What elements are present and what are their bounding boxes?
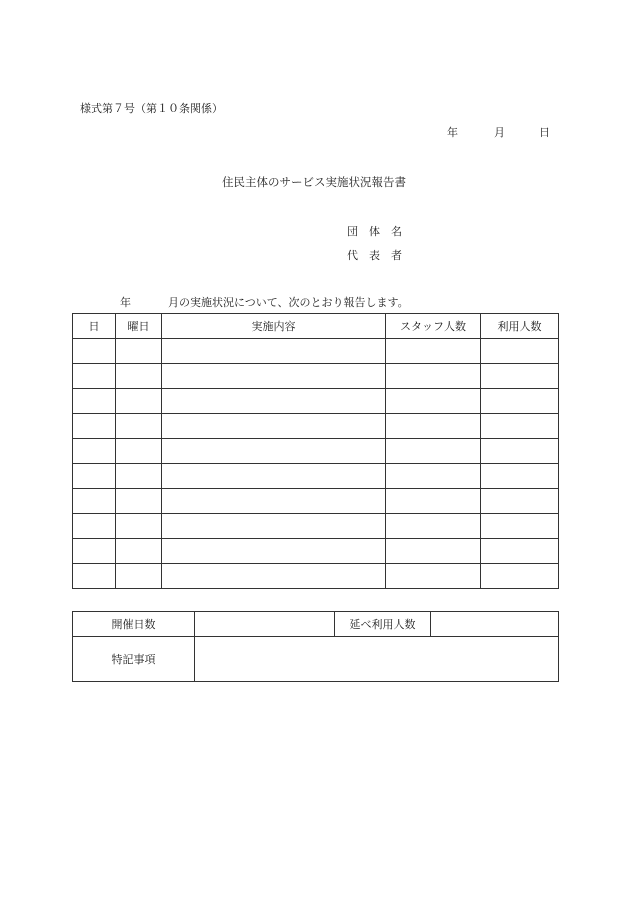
table-row	[73, 364, 559, 389]
user-count-cell[interactable]	[481, 464, 559, 489]
staff-count-cell[interactable]	[386, 414, 481, 439]
staff-count-cell[interactable]	[386, 464, 481, 489]
content-cell[interactable]	[162, 389, 386, 414]
header-user-count: 利用人数	[481, 314, 559, 339]
staff-count-cell[interactable]	[386, 564, 481, 589]
user-count-cell[interactable]	[481, 339, 559, 364]
staff-count-cell[interactable]	[386, 489, 481, 514]
table-row	[73, 439, 559, 464]
total-users-cell[interactable]	[431, 612, 559, 637]
table-row	[73, 339, 559, 364]
table-row	[73, 464, 559, 489]
staff-count-cell[interactable]	[386, 539, 481, 564]
user-count-cell[interactable]	[481, 389, 559, 414]
user-count-cell[interactable]	[481, 514, 559, 539]
user-count-cell[interactable]	[481, 439, 559, 464]
day-cell[interactable]	[73, 364, 116, 389]
day-cell[interactable]	[73, 339, 116, 364]
weekday-cell[interactable]	[116, 564, 162, 589]
weekday-cell[interactable]	[116, 339, 162, 364]
date-year-label: 年	[447, 126, 458, 139]
notes-label: 特記事項	[73, 637, 195, 682]
weekday-cell[interactable]	[116, 439, 162, 464]
day-cell[interactable]	[73, 514, 116, 539]
table-row	[73, 539, 559, 564]
day-cell[interactable]	[73, 564, 116, 589]
day-cell[interactable]	[73, 489, 116, 514]
header-weekday: 曜日	[116, 314, 162, 339]
day-cell[interactable]	[73, 539, 116, 564]
summary-table	[72, 611, 559, 682]
weekday-cell[interactable]	[116, 514, 162, 539]
content-cell[interactable]	[162, 414, 386, 439]
content-cell[interactable]	[162, 489, 386, 514]
table-row	[73, 389, 559, 414]
staff-count-cell[interactable]	[386, 514, 481, 539]
date-day-label: 日	[539, 126, 550, 139]
day-cell[interactable]	[73, 414, 116, 439]
weekday-cell[interactable]	[116, 489, 162, 514]
intro-year-label: 年	[120, 296, 131, 309]
date-month-label: 月	[494, 126, 505, 139]
content-cell[interactable]	[162, 464, 386, 489]
content-cell[interactable]	[162, 539, 386, 564]
content-cell[interactable]	[162, 339, 386, 364]
staff-count-cell[interactable]	[386, 364, 481, 389]
staff-count-cell[interactable]	[386, 439, 481, 464]
table-row	[73, 414, 559, 439]
weekday-cell[interactable]	[116, 414, 162, 439]
intro-text: 月の実施状況について、次のとおり報告します。	[168, 296, 409, 309]
open-days-label: 開催日数	[73, 612, 195, 637]
representative-label: 代 表 者	[347, 249, 402, 262]
table-row	[73, 564, 559, 589]
daily-report-table	[72, 313, 559, 589]
document-title: 住民主体のサービス実施状況報告書	[222, 175, 406, 189]
content-cell[interactable]	[162, 514, 386, 539]
content-cell[interactable]	[162, 564, 386, 589]
header-day: 日	[73, 314, 116, 339]
form-number: 様式第７号（第１０条関係）	[80, 102, 223, 115]
day-cell[interactable]	[73, 439, 116, 464]
weekday-cell[interactable]	[116, 389, 162, 414]
user-count-cell[interactable]	[481, 364, 559, 389]
header-content: 実施内容	[162, 314, 386, 339]
day-cell[interactable]	[73, 389, 116, 414]
staff-count-cell[interactable]	[386, 389, 481, 414]
table-header-row	[73, 314, 559, 339]
staff-count-cell[interactable]	[386, 339, 481, 364]
user-count-cell[interactable]	[481, 564, 559, 589]
organization-name-label: 団 体 名	[347, 225, 402, 238]
notes-cell[interactable]	[195, 637, 559, 682]
user-count-cell[interactable]	[481, 539, 559, 564]
weekday-cell[interactable]	[116, 539, 162, 564]
user-count-cell[interactable]	[481, 414, 559, 439]
weekday-cell[interactable]	[116, 464, 162, 489]
header-staff-count: スタッフ人数	[386, 314, 481, 339]
day-cell[interactable]	[73, 464, 116, 489]
table-row	[73, 489, 559, 514]
content-cell[interactable]	[162, 364, 386, 389]
weekday-cell[interactable]	[116, 364, 162, 389]
total-users-label: 延べ利用人数	[335, 612, 431, 637]
notes-row	[73, 637, 559, 682]
summary-row	[73, 612, 559, 637]
content-cell[interactable]	[162, 439, 386, 464]
open-days-cell[interactable]	[195, 612, 335, 637]
user-count-cell[interactable]	[481, 489, 559, 514]
table-row	[73, 514, 559, 539]
